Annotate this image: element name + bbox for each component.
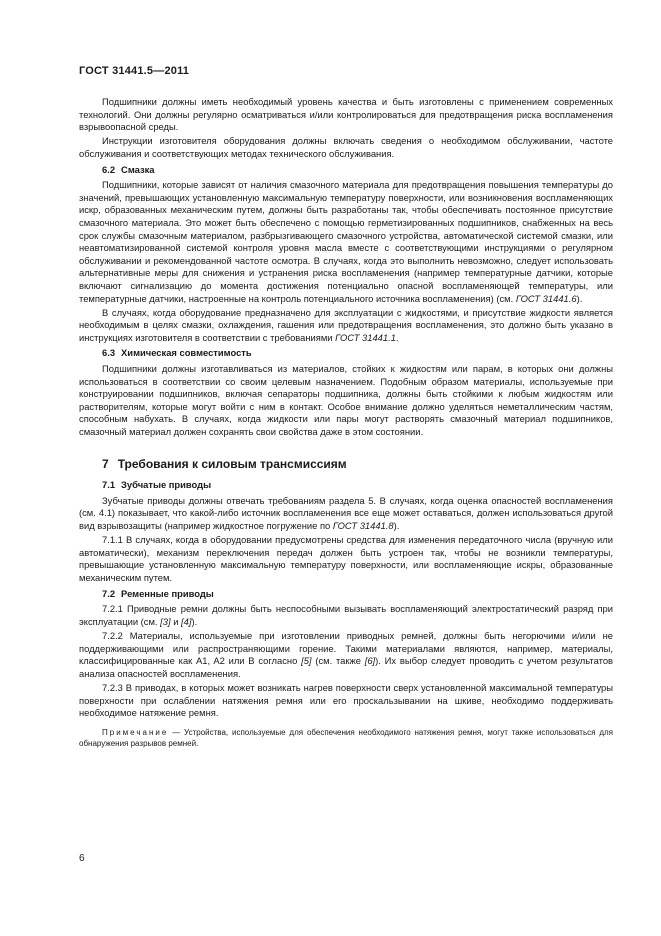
paragraph-text: (см. также — [315, 655, 361, 667]
standard-reference: ГОСТ 31441.8 — [332, 520, 394, 531]
paragraph-end: ). — [576, 292, 583, 304]
conjunction: и — [173, 615, 179, 627]
section-title: Смазка — [121, 163, 155, 175]
bibliography-reference: [5] — [301, 655, 312, 667]
paragraph-end: . — [395, 331, 399, 343]
section-number: 7 — [102, 456, 109, 471]
standard-code-header: ГОСТ 31441.5—2011 — [79, 65, 190, 77]
paragraph-bearing-quality: Подшипники должны иметь необходимый уровень качества и быть изготовлены с применением современных технологий. Они должны регулярно осматриваться и/или контролироваться для предотвращения риска воспламенения взрывоопасной среды. — [79, 96, 613, 133]
bibliography-reference: [3] — [160, 615, 171, 627]
bibliography-reference: [6] — [364, 655, 376, 667]
paragraph-7-2-2 — [79, 630, 613, 680]
section-heading-7-2 — [79, 588, 613, 601]
paragraph-end: ). — [191, 615, 198, 627]
paragraph-7-2-1 — [79, 603, 613, 628]
paragraph-gear-drives — [79, 495, 613, 533]
section-heading-7-1 — [79, 479, 613, 492]
section-title: Ременные приводы — [121, 587, 214, 599]
standard-reference: ГОСТ 31441.1 — [335, 331, 396, 343]
section-title: Зубчатые приводы — [121, 479, 212, 491]
paragraph-end: ). — [393, 520, 400, 531]
note — [79, 727, 613, 749]
paragraph-7-1-1: 7.1.1 В случаях, когда в оборудовании предусмотрены средства для изменения передаточного числа (вручную или автоматически), механизм переключения передач должен быть устроен так, чтобы не возникли температуры, превышающие установленную максимальную температуру поверхности, или воспламеняющие искры, образованные механическим путем. — [79, 534, 613, 583]
paragraph-text: В случаях, когда оборудование предназначено для эксплуатации с жидкостями, и присутствие жидкости является необходимым в целях смазки, охлаждения, гашения или предотвращения воспламенения, это должно быть указано в инструкциях изготовителя в соответствии с требованиями — [79, 306, 613, 343]
section-number: 6.2 — [102, 163, 116, 175]
paragraph-text: Подшипники, которые зависят от наличия смазочного материала для предотвращения повышения температуры до значений, превышающих установленную максимальную температуру поверхности, или возникновения воспламеняющих искр, образованных механическим путем, должны быть разработаны так, чтобы обеспечивать постоянное присутствие смазочного материала. Это может быть обеспечено с помощью герметизированных подшипников, снабженных на весь срок службы смазочным материалом, разбрызгивающего смазочного устройства, автоматической системой смазки, или неавтоматизированной системой контроля уровня масла вместе с соответствующими инструкциями о регулярном обслуживании и рекомендованной частоте осмотра. В случаях, когда это выполнить невозможно, следует использовать альтернативные меры для снижения и устранения риска воспламенения (например температурные датчики, которые включают сигнализацию до момента достижения потенциально опасной воспламеняющей температуры, или температурные датчики, настроенные на контроль потенциального источника воспламенения) (см. — [79, 179, 613, 304]
paragraph-7-2-3: 7.2.3 В приводах, в которых может возникать нагрев поверхности сверх установленной максимальной температуры поверхности при ослаблении натяжения ремня или его проскальзывании на шкиве, необходимо поддерживать необходимое натяжение ремня. — [79, 681, 613, 719]
section-number: 6.3 — [102, 347, 116, 359]
paragraph-lubrication-1 — [79, 179, 613, 305]
paragraph-lubrication-2 — [79, 307, 613, 345]
paragraph-text: 7.2.1 Приводные ремни должны быть неспособными вызывать воспламеняющий электростатический разряд при эксплуатации (см. — [79, 603, 613, 627]
standard-reference: ГОСТ 31441.6 — [515, 292, 577, 304]
section-number: 7.1 — [102, 479, 116, 491]
document-body — [79, 96, 613, 749]
paragraph-end: ). Их выбор следует проводить с учетом результатов анализа опасностей воспламенения. — [79, 655, 614, 679]
section-number: 7.2 — [102, 587, 116, 599]
paragraph-text: Зубчатые приводы должны отвечать требованиям раздела 5. В случаях, когда оценка опасностей воспламенения (см. 4.1) показывает, что какой-либо источник воспламенения все еще может оставаться, должен использоваться другой вид взрывозащиты (например жидкостное погружение по — [79, 494, 613, 531]
bibliography-reference: [4] — [181, 615, 192, 627]
section-title: Требования к силовым трансмиссиям — [117, 456, 347, 471]
paragraph-text: 7.2.2 Материалы, используемые при изготовлении приводных ремней, должны быть негорючими и/или не поддерживающими или распространяющими горение. Такими материалами являются, например, материалы, классифицированные как A1, A2 или B согласно — [79, 629, 613, 667]
section-heading-6-3 — [79, 347, 613, 360]
page-number: 6 — [79, 853, 85, 864]
section-heading-6-2 — [79, 164, 613, 177]
section-title: Химическая совместимость — [121, 347, 252, 359]
section-heading-7 — [79, 458, 613, 471]
paragraph-chemical-compatibility: Подшипники должны изготавливаться из материалов, стойких к жидкостям или парам, в которых они должны использоваться в соответствии со своим целевым назначением. Подобным образом материалы, используемые при конструировании подшипников, включая сепараторы подшипника, должны быть стойкими к любым жидкостям или растворителям, которые могут войти с ним в контакт. Особое внимание должно уделяться неметаллическим частям, способным набухать. В случаях, когда жидкости или пары могут растворять смазочный материал подшипников, смазочный материал должен сохранять свои свойства даже в этом состоянии. — [79, 363, 613, 438]
paragraph-manufacturer-instructions: Инструкции изготовителя оборудования должны включать сведения о необходимом обслуживании, частоте обслуживания и соответствующих методах технического обслуживания. — [79, 135, 613, 159]
note-prefix: Примечание — [102, 727, 169, 737]
note-text: — Устройства, используемые для обеспечения необходимого натяжения ремня, могут также использоваться для обнаружения разрывов ремней. — [79, 727, 613, 748]
